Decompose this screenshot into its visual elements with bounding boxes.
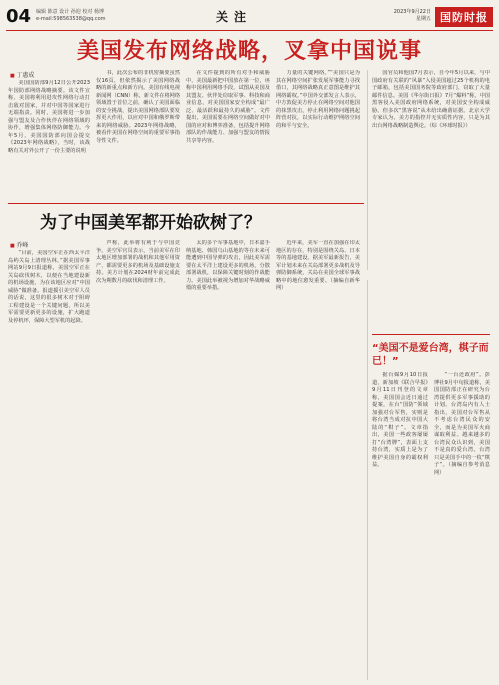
- article1-col5: [372, 70, 490, 266]
- article2-col1: [8, 250, 90, 680]
- divider-rule: [8, 203, 364, 204]
- article1-headline: 美国发布网络战略，叉拿中国说事: [76, 39, 422, 64]
- paragraph: 声称，此举将有利于与中国竞争。美空军官员表示，当前美军在印太地区增加部署的战机和其他军用资产，都需要更多的机场及基础设施支持。美方计划在2024财年前完成此次为期数月的砍伐和清理工作。: [96, 240, 180, 284]
- article2-col4: [276, 240, 360, 680]
- divider-rule: [372, 334, 490, 335]
- article2-byline: [10, 240, 28, 249]
- editor-line: 编辑 陈意 设计 孙迎 校对 杨博: [36, 9, 104, 15]
- paragraph: 美国国防部9月12日公开2023年国防部网络战略摘要。该文件宣称，美国将利用进攻性网络行动打击敌对国家，并对中国等国家进行无端指责。同时，美国将进一步加强与盟友及合作伙伴在网络领域的协作，增强集体网络防御能力。今年5月，美国国防部向国会提交《2023年网络战略》，当时，该战略有关对外公开了一份主要的说明: [8, 80, 90, 154]
- byline-text: 丁惠成: [16, 72, 35, 79]
- editor-email: e-mail:598563538@qq.com: [36, 16, 106, 22]
- article1-byline: [10, 70, 34, 79]
- issue-date: [394, 9, 431, 23]
- section-title: 关注: [216, 10, 253, 24]
- paragraph: “一台还政府”。彭博社9月中旬报道称，美国国防部正在研究为台湾提供更多军事援助的计划。台湾岛内有人士指出，美国对台军售从不考虑台湾民众的安全，而是为美国军火商谋取利益。越来越多的台湾民众认识到，美国不是真的爱台湾，台湾只是美国手中的一枚“棋子”。（摘编自参考消息网）: [434, 372, 490, 476]
- top-rule: [6, 30, 493, 31]
- paragraph: 在文件提到的所有对手和威胁中，美国最新把中国放在第一位，诬称中国利用网络手段，试图从美国及其盟友、伙伴处窃取军事、科技和商业信息，对美国国家安全构成“最广泛、最活跃和最持久的威胁”。文件提出，美国需要在网络空间做好对中国的应对和博弈准备，包括提升网络部队的作战能力、加强与盟友的情报共享等内容。: [186, 70, 270, 144]
- article1-col1: [8, 80, 90, 198]
- paragraph: 太的多个军事基地中，日本嘉手纳基地、韩国乌山基地的等在未来可能遭到中国导弹的攻击，因此美军需要在太平洋上建设更多的机场，分散部署战机，以保障关键时刻的作战能力。美国此举被视为增加对华战略威慑的重要举措。: [186, 240, 270, 291]
- paragraph: 书，此次公布的非机密摘要虽然仅16页，但依然揭示了美国网络战略的新重点和新方向。美国有线电视新闻网（CNN）称，新文件在将网络领域置于首位之前，确认了美国面临的安全挑战，提出美国网络部队要发挥更大作用，以应对中国和俄罗斯带来的网络威胁。2023年网络战略，被看作美国在网络空间的重要军事指导性文件。: [96, 70, 180, 144]
- paragraph: 据台媒9月10日报道，新加坡《联合早报》9月11日刊登的文章称，美国国会近日通过提案，在台“国防”领域加强对台军售，实则是将台湾当成对抗中国大陆的“棋子”。文章指出，美国一些政客屡屡打“台湾牌”，表面上支持台湾，实质上是为了维护美国自身的霸权利益。: [372, 372, 428, 468]
- column-divider: [367, 70, 368, 270]
- paragraph: 国官员和他国7月表示，自今年5月以来，与中国政府有关联的“风暴”入侵美国超过25个机构的电子邮箱，包括美国国务院等政府部门，窃取了大量邮件信息。美国《华尔街日报》7月“爆料”称，中国黑客侵入美国政府网络系统，对美国安全构成威胁。但多次“黑客说”从未给出确凿证据。北京大学专家认为，美方的指控并无实质性内容，只是为其出台网络战略制造舆论。（综《环球时报》）: [372, 70, 490, 129]
- article1-col2: [96, 70, 180, 198]
- date-text: 2023年9月22日: [393, 9, 431, 15]
- paragraph: “目前，美国空军正在西太平洋岛屿关岛上清理丛林。”据美国军事网站9月9日报道称，美国空军正在关岛砍伐树木，以便在当地建设新的机场设施，为在该地区应对“中国威胁”做准备。报道援引美空军人员的话说，这里的很多树木对于阻碍工程建设是一个关键问题，所以美军需要更新更多的设施，扩大跑道及停机坪，保障大型军机的起降。: [8, 250, 90, 324]
- paragraph: 近年来，美军一直在加强在印太地区的存在，特别是围绕关岛、日本等的基地建设。据美军最新报告，美军计划未来在关岛部署更多战机及导弹防御系统，关岛在美国全球军事战略中的地位愈发重要。（摘编自新华网）: [276, 240, 360, 291]
- masthead: [6, 6, 493, 28]
- article3-col1: [372, 372, 428, 680]
- article3-headline: “美国不是爱台湾，棋子而已！”: [372, 343, 489, 367]
- article2-headline: 为了中国美军都开始砍树了？: [40, 213, 261, 233]
- paper-logo: 国防时报: [435, 7, 493, 27]
- article1-col3: [186, 70, 270, 198]
- article3-col2: [434, 372, 490, 680]
- editor-info: [36, 9, 156, 23]
- weekday-text: 星期五: [415, 16, 431, 22]
- byline-text: 乔峰: [16, 242, 29, 249]
- column-divider: [367, 280, 368, 680]
- article2-col3: [186, 240, 270, 680]
- paragraph: 力量的关键网络。”“美国只是为其在网络空间扩张发展军事能力寻找借口，其网络战略真正意图是维护其网络霸权。”中国外交部发言人表示，中方敦促美方停止在网络空间对他国的抹黑攻击，停止利用网络问题挑起阵营对抗，以实际行动维护网络空间的和平与安全。: [276, 70, 360, 129]
- article2-col2: [96, 240, 180, 680]
- article1-col4: [276, 70, 360, 198]
- page-number: 04: [6, 6, 32, 27]
